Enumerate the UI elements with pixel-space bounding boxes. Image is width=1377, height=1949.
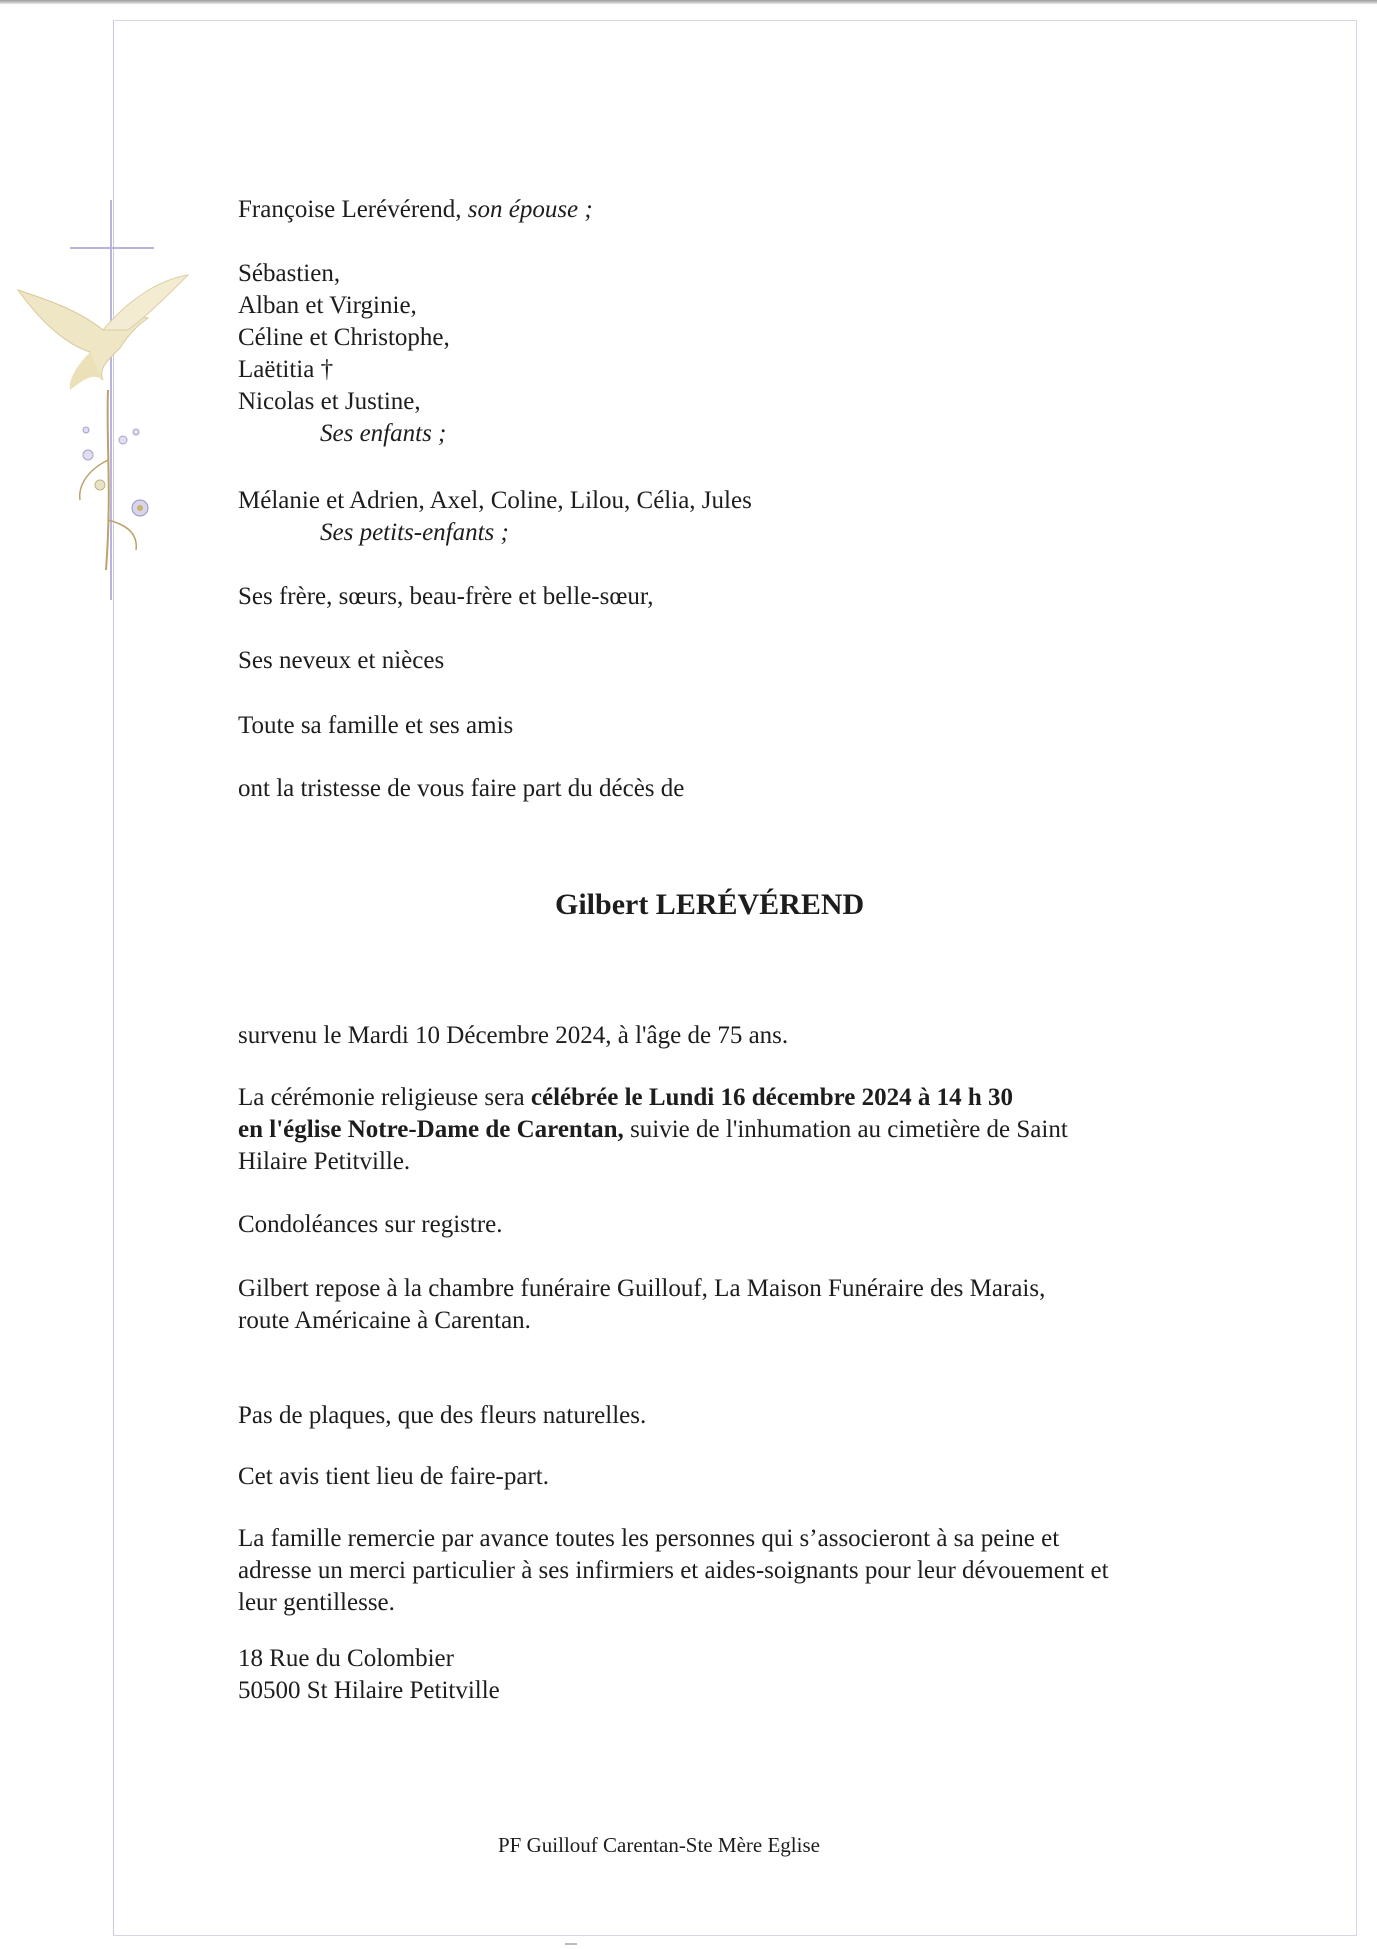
funeral-home-footer: PF Guillouf Carentan-Ste Mère Eglise <box>498 1833 820 1857</box>
flowers-line: Pas de plaques, que des fleurs naturelles. <box>238 1402 647 1429</box>
spouse-line <box>238 194 593 226</box>
children-list <box>238 258 450 450</box>
spouse-name: Françoise Lerévérend, <box>238 196 462 223</box>
nephews-line: Ses neveux et nièces <box>238 647 445 674</box>
ceremony-place: en l'église Notre-Dame de Carentan, <box>238 1116 624 1143</box>
ceremony-paragraph <box>238 1082 1068 1178</box>
address-line-1: 18 Rue du Colombier <box>238 1645 454 1672</box>
scan-top-edge <box>0 0 1377 4</box>
repose-paragraph <box>238 1273 1045 1337</box>
spouse-role: son épouse ; <box>467 196 593 223</box>
grandchildren-label: Ses petits-enfants ; <box>320 519 509 546</box>
notice-line: Cet avis tient lieu de faire-part. <box>238 1463 549 1490</box>
child-name: Nicolas et Justine, <box>238 388 421 415</box>
grandchildren-block <box>238 485 752 549</box>
thanks-line-2: adresse un merci particulier à ses infirmiers et aides-soignants pour leur dévouement et <box>238 1557 1109 1584</box>
announcement-line: ont la tristesse de vous faire part du décès de <box>238 775 685 802</box>
ceremony-date: célébrée le Lundi 16 décembre 2024 à 14 h 30 <box>530 1084 1014 1111</box>
children-label: Ses enfants ; <box>320 420 447 447</box>
child-name: Sébastien, <box>238 260 341 287</box>
siblings-line: Ses frère, sœurs, beau-frère et belle-sœur, <box>238 583 654 610</box>
child-name: Céline et Christophe, <box>238 324 450 351</box>
address-block <box>238 1643 500 1707</box>
child-name: Laëtitia † <box>238 356 334 383</box>
friends-line: Toute sa famille et ses amis <box>238 712 514 739</box>
ceremony-intro: La cérémonie religieuse sera <box>238 1084 531 1111</box>
ceremony-rest: suivie de l'inhumation au cimetière de Saint <box>623 1116 1068 1143</box>
condolences-line: Condoléances sur registre. <box>238 1211 503 1238</box>
flower-sprig-icon <box>80 390 148 570</box>
dove-flowers-illustration <box>8 260 198 590</box>
grandchildren-names: Mélanie et Adrien, Axel, Coline, Lilou, Célia, Jules <box>238 487 752 514</box>
address-line-2: 50500 St Hilaire Petitville <box>238 1677 500 1704</box>
thanks-line-1: La famille remercie par avance toutes les personnes qui s’associeront à sa peine et <box>238 1525 1060 1552</box>
thanks-paragraph <box>238 1523 1109 1619</box>
deceased-name: Gilbert LERÉVÉREND <box>555 888 865 921</box>
child-name: Alban et Virginie, <box>238 292 417 319</box>
ceremony-rest-2: Hilaire Petitville. <box>238 1148 411 1175</box>
scan-mark <box>565 1943 577 1945</box>
cross-horizontal-line <box>70 247 154 249</box>
repose-line-1: Gilbert repose à la chambre funéraire Guillouf, La Maison Funéraire des Marais, <box>238 1275 1046 1302</box>
dove-icon <box>18 275 188 390</box>
death-line: survenu le Mardi 10 Décembre 2024, à l'âge de 75 ans. <box>238 1022 789 1049</box>
repose-line-2: route Américaine à Carentan. <box>238 1307 531 1334</box>
thanks-line-3: leur gentillesse. <box>238 1589 395 1616</box>
